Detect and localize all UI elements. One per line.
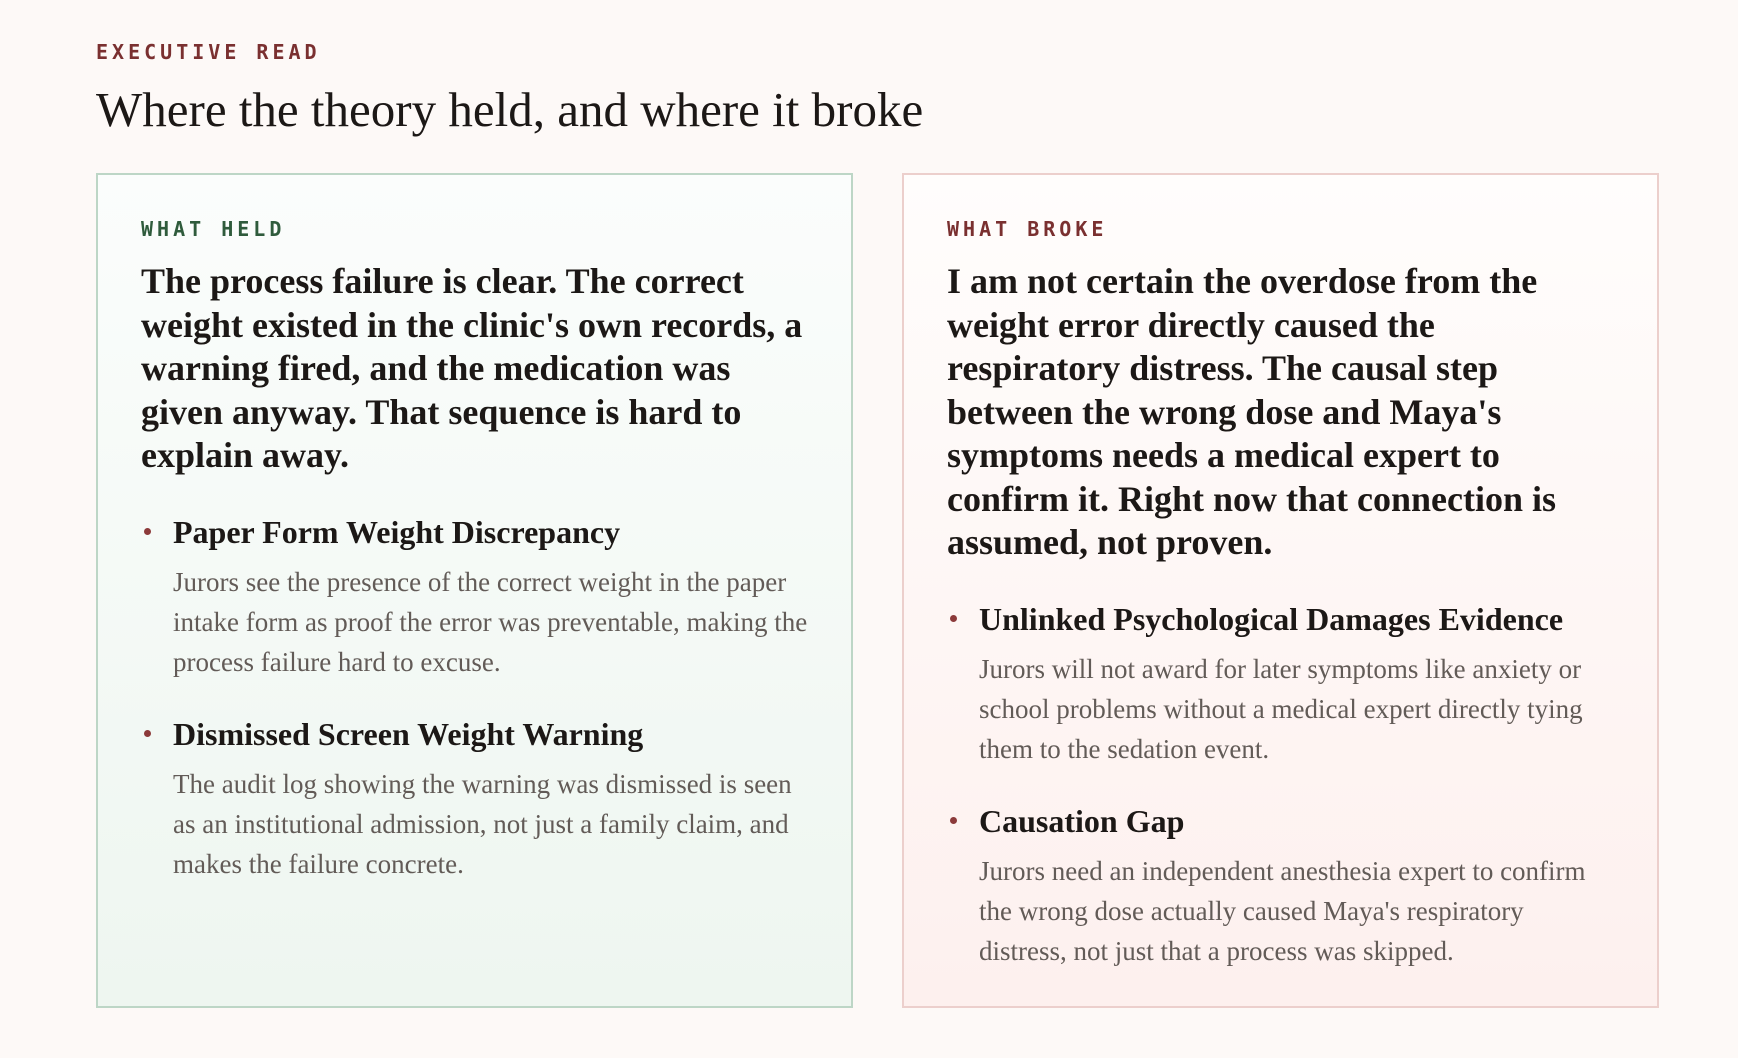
point-title: Causation Gap: [979, 802, 1185, 839]
what-broke-list: [947, 599, 1615, 971]
point-title: Paper Form Weight Discrepancy: [173, 513, 621, 550]
page-title: Where the theory held, and where it broke: [96, 82, 924, 137]
list-item: [141, 512, 809, 682]
list-item: [141, 714, 809, 884]
what-broke-panel: [902, 173, 1659, 1008]
point-title: Dismissed Screen Weight Warning: [173, 715, 644, 752]
what-held-label: WHAT HELD: [141, 217, 286, 241]
what-broke-summary: I am not certain the overdose from the weight error directly caused the respiratory distress. The causal step between the wrong dose and Maya's symptoms needs a medical expert to confirm it. Right now that connection is assumed, not proven.: [947, 261, 1556, 562]
point-description: The audit log showing the warning was dismissed is seen as an institutional admission, not just a family claim, and makes the failure concrete.: [173, 768, 792, 879]
point-description: Jurors see the presence of the correct weight in the paper intake form as proof the error was preventable, making the process failure hard to excuse.: [173, 566, 808, 677]
point-title: Unlinked Psychological Damages Evidence: [979, 600, 1564, 637]
bullet-dot-icon: [950, 615, 957, 622]
what-held-list: [141, 512, 809, 884]
what-held-summary: The process failure is clear. The correct weight existed in the clinic's own records, a warning fired, and the medication was given anyway. That sequence is hard to explain away.: [141, 261, 803, 475]
bullet-dot-icon: [950, 817, 957, 824]
section-eyebrow: EXECUTIVE READ: [96, 40, 321, 64]
point-description: Jurors will not award for later symptoms like anxiety or school problems without a medical expert directly tying them to the sedation event.: [979, 653, 1583, 764]
list-item: [947, 599, 1615, 769]
what-held-panel: [96, 173, 853, 1008]
bullet-dot-icon: [144, 528, 151, 535]
point-description: Jurors need an independent anesthesia expert to confirm the wrong dose actually caused Maya's respiratory distress, not just that a process was skipped.: [979, 855, 1586, 966]
list-item: [947, 801, 1615, 971]
bullet-dot-icon: [144, 730, 151, 737]
what-broke-label: WHAT BROKE: [947, 217, 1108, 241]
